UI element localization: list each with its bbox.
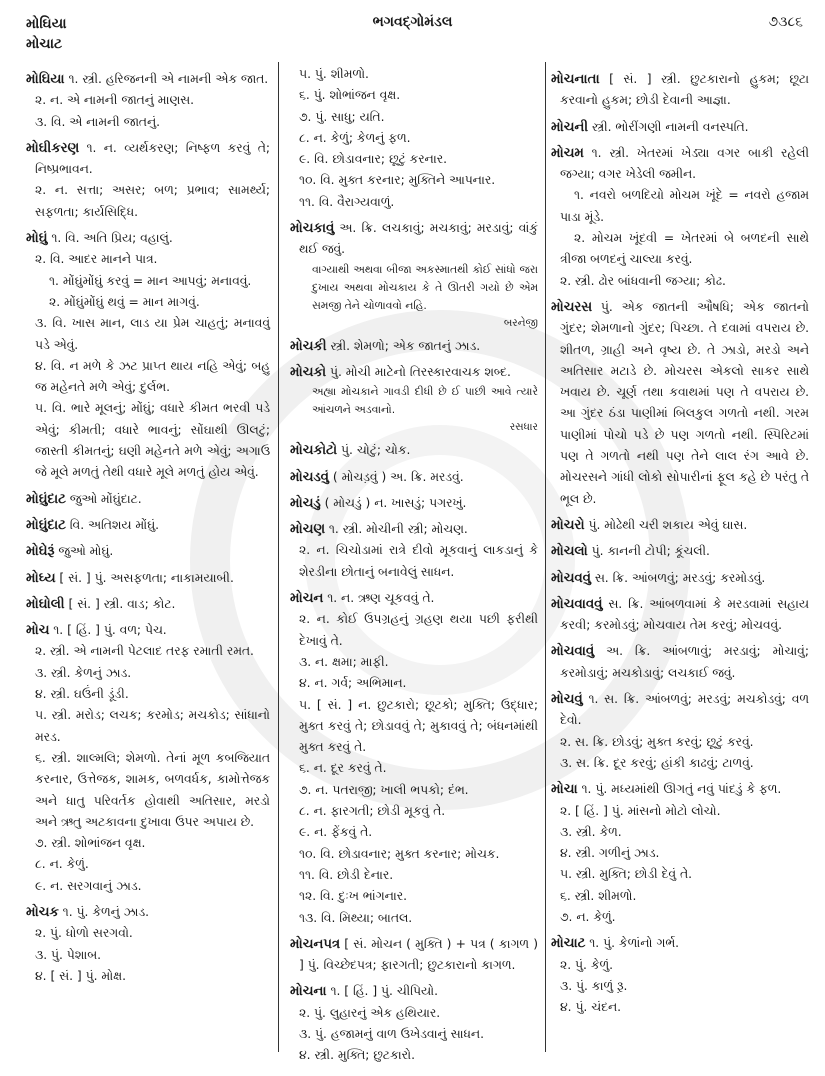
headword: મોચકાવું (290, 221, 335, 237)
definition-text: ૩. વિ. એ નામની જાતનું. (35, 114, 161, 129)
definition-text: જુઓ મોંઘુંદાટ. (69, 491, 142, 506)
sense-line (290, 908, 538, 929)
headword: મોચનપત્ર (290, 936, 341, 952)
definition-text: વાગ્યાથી અથવા બીજા અકસ્માતથી કોઈ સાંધો જરા દુખાય અથવા મોચકાય કે તે ઊતરી ગયો છે એમ સમજી તેને ચોળાવવો નહિ. (312, 262, 538, 312)
definition-text: ૧૨. વિ. દુઃખ ભાંગનાર. (299, 889, 408, 904)
definition-text: ૫. [ સં. ] ન. છુટકારો; છૂટકો; મુક્તિ; ઉદ્ધાર; મુક્ત કરવું તે; છોડાવવું તે; મુકાવવું તે; બંધનમાંથી મુક્ત કરવું તે. (299, 697, 538, 755)
sense-line (290, 780, 538, 801)
definition-text: રસધાર (509, 421, 538, 434)
definition-text: ૭. સ્ત્રી. શોભાંજન વૃક્ષ. (35, 836, 146, 851)
dictionary-entry (290, 588, 538, 609)
definition-text: ૧૦. વિ. છોડાવનાર; મુક્ત કરનાર; મોચક. (299, 846, 500, 861)
definition-text: જુઓ મોઘું. (58, 544, 114, 559)
phrase-line (26, 292, 270, 313)
page-title: ભગવદ્ગોમંડલ (372, 14, 453, 30)
definition-text: ૩. સ્ત્રી. કેળ. (560, 824, 622, 839)
definition-text: ૨. ન. કોઈ ઉપગ્રહનું ગ્રહણ થયા પછી ફરીથી દેખાવું તે. (299, 612, 538, 648)
definition-text: ૪. પું. ચંદન. (560, 1000, 622, 1015)
sense-line (290, 64, 538, 85)
dictionary-entry (551, 541, 809, 562)
sense-line (551, 801, 809, 822)
headword: મોચક (26, 904, 59, 920)
definition-text: ૮. ન. ફારગતી; છોડી મૂકવું તે. (299, 804, 446, 819)
definition-text: પું. એક જાતની ઔષધિ; એક જાતનો ગુંદર; શેમળાનો ગુંદર; પિચ્છા. તે દવામાં વપરાય છે. શીતળ, ગ્રાહી અને વૃષ્ય છે. તે ઝાડો, મરડો અને અતિસાર મટાડે છે. મોચરસ એકલો સાકર સાથે ખવાય છે. ચૂર્ણ તથા કવાથમાં પણ તે વપરાય છે. આ ગુંદર ઠંડા પાણીમાં બિલકુલ ગળતો નથી. ગરમ પાણીમાં પોચો પડે છે પણ ગળતો નથી. સ્પિરિટમાં પણ તે ગળતો નથી પણ તેને લાલ રંગ આવે છે. મોચરસને ગાંધી લોકો સોપારીનાં ફૂલ કહે છે પરંતુ તે ભૂલ છે. (560, 299, 809, 506)
definition-text: ૨. મોંઘુંમોંઘું થવું = માન માગવું. (49, 294, 200, 309)
definition-text: ૧. ન. ઋણ ચૂકવવું તે. (327, 591, 435, 606)
definition-text: ૩. પું. હજામનું વાળ ઉખેડવાનું સાધન. (299, 1026, 484, 1041)
sense-line (290, 673, 538, 694)
sense-line (26, 398, 270, 483)
headword: મોઘુંદાટ (26, 491, 66, 507)
definition-text: ૧. ન. વ્યર્થકરણ; નિષ્ફળ કરવું તે; નિષ્પ્રભાવન. (35, 140, 270, 177)
definition-text: ૧. નવરો બળદિયો મોચમ ખૂંદે = નવરો હજામ પાડા મૂંડે. (560, 188, 809, 224)
definition-text: ૭. ન. પતરાજી; ખાલી ભપકો; દંભ. (299, 782, 469, 797)
headword: મોચવાવું (551, 644, 595, 660)
dictionary-entry (26, 568, 270, 589)
definition-text: ૨. ન. એ નામની જાતનું માણસ. (35, 93, 195, 108)
definition-text: ૨. સ. ક્રિ. છોડવું; મુક્ત કરવું; છૂટું કરવું. (560, 734, 754, 749)
definition-text: પું. ચોટું; ચોક. (341, 443, 411, 458)
definition-text: ૨. સ્ત્રી. ઢોર બાંધવાની જગ્યા; કોઢ. (560, 273, 726, 288)
definition-text: ૩. સ્ત્રી. કેળનું ઝાડ. (35, 665, 132, 680)
sense-line (290, 85, 538, 106)
definition-text: અહ્યા મોચકાને ગાવડી દીધી છે ઈ પાછી આવે ત્યારે આંચળને અડવાનો. (312, 385, 538, 417)
sense-line (290, 865, 538, 886)
column-1 (26, 64, 270, 987)
sense-line (26, 966, 270, 987)
headword: મોચના (290, 984, 327, 1000)
dictionary-entry (290, 440, 538, 461)
definition-text: ૩. પું. કાળું રૂ઼. (560, 978, 628, 993)
dictionary-entry (290, 934, 538, 977)
definition-text: [ સં. ] સ્ત્રી. વાડ; કોટ. (68, 596, 176, 611)
definition-text: સ. ક્રિ. આંબળવામાં કે મરડવામાં સહાય કરવી; કરમોડવું; મોચવાય તેમ કરવું; મોચવવું. (560, 596, 809, 633)
quotation (290, 261, 538, 315)
sense-line (290, 886, 538, 907)
definition-text: ( મોચડું ) ન. ખાસડું; પગરખું. (324, 495, 467, 510)
definition-text: ૧. સ્ત્રી. ખેતરમાં ખેડ્યા વગર બાકી રહેલી જગ્યા; વગર ખેડેલી જમીન. (560, 145, 809, 182)
definition-text: ૬. સ્ત્રી. શાલ્મલિ; શેમળો. તેનાં મૂળ કબજિયાત કરનાર, ઉત્તેજક, શામક, બળવર્ધક, કામોત્તેજક અને ધાતુ પરિવર્તક હોવાથી અતિસાર, મરડો અને ઋતુ અટકાવના દુખાવા ઉપર અપાય છે. (35, 750, 270, 829)
headword: મોચકોટો (290, 443, 338, 459)
dictionary-entry (290, 981, 538, 1002)
definition-text: ૪. સ્ત્રી. ગળીનું ઝાડ. (560, 846, 660, 861)
headword: મોચા (551, 782, 578, 798)
definition-text: ૧. પું. મધ્યમાંથી ઊગતું નવું પાંદડું કે ફળ. (581, 782, 782, 797)
definition-text: અ. ક્રિ. આંબળાવું; મરડાવું; મોચાવું; કરમોડાવું; મચકોડાવું; લચકાઈ જવું. (560, 644, 809, 680)
sense-line (26, 876, 270, 897)
dictionary-entry (26, 515, 270, 536)
definition-text: ૫. સ્ત્રી. મુક્તિ; છોડી દેવું તે. (560, 867, 693, 882)
dictionary-entry (551, 515, 809, 536)
sense-line (551, 822, 809, 843)
dictionary-entry (551, 779, 809, 800)
definition-text: ૧. [ હિં. ] પું. વળ; પેચ. (53, 623, 167, 638)
headword: મોચન (290, 591, 324, 607)
headword: મોચમ (551, 145, 584, 161)
definition-text: [ સં. મોચન ( મુક્તિ ) + પત્ર ( કાગળ ) ] પું. વિચ્છેદપત્ર; ફારગતી; છુટકારાનો કાગળ. (299, 936, 538, 973)
headword: મોચવું (551, 692, 583, 708)
headword: મોચ (26, 623, 50, 639)
column-3 (551, 64, 809, 1018)
sense-line (26, 90, 270, 111)
sense-line (26, 854, 270, 875)
dictionary-entry (551, 297, 809, 510)
sense-line (26, 641, 270, 662)
definition-text: ૭. ન. કેળું. (560, 909, 616, 924)
definition-text: ૭. પું. સાધુ; યતિ. (299, 109, 385, 124)
definition-text: ૨. મોચમ ખૂંદવી = ખેતરમાં બે બળદની સાથે ત્રીજા બળદનું ચાલ્યા કરવું. (560, 231, 809, 267)
sense-line (26, 923, 270, 944)
definition-text: ૬. પું. શોભાંજન વૃક્ષ. (299, 88, 401, 103)
definition-text: ૪. વિ. ન મળે કે ઝટ પ્રાપ્ત થાય નહિ એવું; બહુ જ મહેનતે મળે એવું; દુર્લભ. (35, 358, 270, 395)
sense-line (551, 843, 809, 864)
sense-line (551, 732, 809, 753)
definition-text: પું. કાનની ટોપી; કૂંચલી. (591, 544, 710, 559)
sense-line (26, 663, 270, 684)
sense-line (290, 128, 538, 149)
definition-text: ૯. વિ. છોડાવનાર; છૂટું કરનાર. (299, 152, 447, 167)
sense-line (290, 149, 538, 170)
definition-text: ૧. [ હિં. ] પું. ચીપિયો. (330, 984, 438, 999)
definition-text: ૫. પું. શીમળો. (299, 67, 369, 81)
definition-text: સ્ત્રી. ભોરીંગણી નામની વનસ્પતિ. (591, 119, 749, 134)
definition-text: ૬. ન. દૂર કરવું તે. (299, 761, 387, 776)
definition-text: ૧. મોંઘુંમોંઘું કરવું = માન આપવું; મનાવવું. (49, 273, 252, 288)
dictionary-entry (551, 641, 809, 684)
headword: મોચની (551, 119, 589, 135)
dictionary-entry (290, 362, 538, 383)
headword: મોઘુંદાટ (26, 517, 66, 533)
headword: મોઘિયા (26, 72, 65, 87)
dictionary-entry (290, 467, 538, 488)
guide-word-last: મોચાટ (26, 36, 63, 52)
dictionary-entry (551, 933, 809, 954)
definition-text: ૨. [ હિં. ] પું. માંસનો મોટો લોચો. (560, 803, 721, 818)
page-number: ૭૩૮૬ (768, 14, 803, 30)
definition-text: ૮. ન. કેળું. (35, 857, 89, 872)
definition-text: ૯. ન. ફેંકવું તે. (299, 825, 373, 840)
definition-text: ૧. સ. ક્રિ. આંબળવું; મરડવું; મચકોડવું; વળ દેવો. (560, 692, 809, 728)
headword: મોચણ (290, 522, 325, 538)
definition-text: ૨. સ્ત્રી. એ નામની પેટલાદ તરફ રમાતી રમત. (35, 644, 254, 659)
sense-line (551, 997, 809, 1018)
headword: મોચાટ (551, 936, 586, 952)
definition-text: ૧૦. વિ. મુક્ત કરનાર; મુક્તિને આપનાર. (299, 173, 496, 188)
dictionary-entry (26, 620, 270, 641)
definition-text: બરનેજી (503, 316, 538, 329)
dictionary-entry (26, 489, 270, 510)
definition-text: ૧૩. વિ. મિથ્યા; બાતલ. (299, 910, 413, 925)
definition-text: ૩. વિ. ખાસ માન, લાડ યા પ્રેમ ચાહતું; મનાવવું પડે એવું. (35, 316, 270, 352)
definition-text: ૩. ન. ક્ષમા; માફી. (299, 654, 389, 669)
headword: મોચકી (290, 338, 327, 354)
sense-line (26, 313, 270, 356)
definition-text: [ સં. ] સ્ત્રી. છુટકારાનો હુકમ; છૂટા કરવાનો હુકમ; છોડી દેવાની આજ્ઞા. (560, 72, 810, 108)
sense-line (551, 955, 809, 976)
definition-text: ૨. પું. ધોળો સરગવો. (35, 926, 133, 941)
definition-text: ૯. ન. સરગવાનું ઝાડ. (35, 878, 142, 893)
headword: મોચરસ (551, 299, 592, 315)
sense-line (26, 705, 270, 748)
definition-text: ( મોચડ઼વું ) અ. ક્રિ. મરડવું. (332, 469, 464, 484)
sense-line (290, 801, 538, 822)
dictionary-entry (26, 594, 270, 615)
headword: મોઘું (26, 231, 48, 247)
definition-text: ૧. પું. કેળાંનો ગર્ભ. (589, 936, 680, 951)
headword: મોચકો (290, 364, 327, 380)
sense-line (290, 192, 538, 213)
definition-text: ૩. પું. પેશાબ. (35, 947, 102, 962)
definition-text: ૨. પું. કેળું. (560, 957, 614, 972)
dictionary-entry (551, 69, 809, 112)
dictionary-entry (26, 228, 270, 249)
sense-line (551, 271, 809, 292)
sense-line (26, 945, 270, 966)
definition-text: સ્ત્રી. શેમળો; એક જાતનું ઝાડ. (330, 338, 481, 353)
headword: મોચડવું (290, 469, 329, 485)
dictionary-entry (551, 594, 809, 637)
dictionary-entry (290, 218, 538, 261)
definition-text: ૧. સ્ત્રી. હરિજનની એ નામની એક જાત. (68, 72, 269, 86)
sense-line (551, 886, 809, 907)
sense-line (26, 748, 270, 833)
definition-text: ૨. પું. લુહારનું એક હથિયાર. (299, 1005, 441, 1020)
definition-text: ૧૧. વિ. વૈરાગ્યવાળું. (299, 194, 395, 209)
headword: મોચનાતા (551, 72, 600, 87)
headword: મોઘોલી (26, 596, 65, 612)
phrase-line (551, 185, 809, 228)
sense-line (26, 249, 270, 270)
definition-text: વિ. અતિશય મોંઘું. (69, 517, 160, 532)
definition-text: ૪. સ્ત્રી. ઘઉંની ડૂંડી. (35, 687, 129, 702)
definition-text: [ સં. ] પું. અસફળતા; નાકામયાબી. (59, 570, 234, 585)
definition-text: પું. મોઢેથી ચરી શકાય એવું ઘાસ. (588, 517, 748, 532)
column-divider (278, 62, 279, 1052)
definition-text: પું. મોચી માટેનો તિરસ્કારવાચક શબ્દ. (329, 364, 511, 379)
sense-line (290, 1045, 538, 1066)
sense-line (551, 864, 809, 885)
sense-line (290, 609, 538, 652)
definition-text: ૧. પું. કેળનું ઝાડ. (62, 904, 150, 919)
headword: મોચડું (290, 495, 321, 511)
sense-line (290, 170, 538, 191)
sense-line (26, 833, 270, 854)
dictionary-entry (290, 519, 538, 540)
dictionary-entry (26, 69, 270, 90)
definition-text: ૪. સ્ત્રી. મુક્તિ; છુટકારો. (299, 1048, 415, 1063)
definition-text: ૧૧. વિ. છોડી દેનાર. (299, 867, 394, 882)
dictionary-entry (26, 138, 270, 181)
definition-text: ૫. વિ. ભારે મૂલનું; મોંઘું; વધારે કીમત ભરવી પડે એવું; કીમતી; વધારે ભાવનું; સોંઘાથી ઊલટું; જાસ્તી કીમતનું; ઘણી મહેનતે મળે એવું; અગાઉ જે મૂલે મળતું તેથી વધારે મૂલે મળતું હોય એવું. (35, 401, 270, 480)
definition-text: ૪. ન. ગર્વ; અભિમાન. (299, 676, 407, 691)
definition-text: ૨. ન. સત્તા; અસર; બળ; પ્રભાવ; સામર્થ્ય; સફળતા; કાર્યસિદ્ધિ. (35, 183, 270, 219)
sense-line (26, 180, 270, 223)
headword: મોઘેરૂં (26, 544, 55, 560)
sense-line (290, 758, 538, 779)
sense-line (290, 844, 538, 865)
sense-line (26, 112, 270, 133)
definition-text: ૧. સ્ત્રી. મોચીની સ્ત્રી; મોચણ. (328, 522, 468, 537)
definition-text: ૪. [ સં. ] પું. મોક્ષ. (35, 968, 127, 983)
guide-word-first: મોઘિયા (26, 16, 67, 32)
headword: મોચવવું (551, 570, 591, 586)
definition-text: સ. ક્રિ. આંબળવું; મરડવું; કરમોડવું. (594, 570, 766, 585)
definition-text: અ. ક્રિ. લચકાવું; મચકાવું; મરડાવું; વાંકું થઈ જવું. (299, 221, 538, 257)
definition-text: ૧. વિ. અતિ પ્રિય; વહાલું. (51, 231, 173, 246)
headword: મોચલો (551, 544, 588, 560)
sense-line (290, 107, 538, 128)
sense-line (290, 540, 538, 583)
dictionary-entry (551, 117, 809, 138)
quotation-source (290, 315, 538, 331)
definition-text: ૨. ન. ચિચોડામાં રાત્રે દીવો મૂકવાનું લાકડાનું કે શેરડીના છોતાનું બનાવેલું સાધન. (299, 543, 538, 579)
definition-text: ૬. સ્ત્રી. શીમળો. (560, 888, 637, 903)
sense-line (551, 907, 809, 928)
column-divider (545, 62, 546, 1052)
phrase-line (26, 271, 270, 292)
sense-line (290, 1003, 538, 1024)
sense-line (26, 356, 270, 399)
quotation-source (290, 419, 538, 435)
headword: મોચરો (551, 517, 585, 533)
dictionary-entry (551, 143, 809, 186)
sense-line (290, 652, 538, 673)
dictionary-entry (290, 336, 538, 357)
sense-line (290, 1024, 538, 1045)
definition-text: ૩. સ. ક્રિ. દૂર કરવું; હાંકી કાઢવું; ટાળવું. (560, 755, 754, 770)
sense-line (551, 753, 809, 774)
headword: મોઘીકરણ (26, 140, 80, 156)
dictionary-entry (551, 568, 809, 589)
headword: મોઘ્ય (26, 570, 56, 586)
definition-text: ૨. વિ. આદર માનને પાત્ર. (35, 252, 158, 267)
phrase-line (551, 228, 809, 271)
definition-text: ૫. સ્ત્રી. મરોડ; લચક; કરમોડ; મચકોડ; સાંધાનો મરડ. (35, 708, 270, 744)
quotation (290, 383, 538, 419)
dictionary-entry (290, 493, 538, 514)
definition-text: ૮. ન. કેળું; કેળનું ફળ. (299, 130, 411, 145)
dictionary-entry (26, 541, 270, 562)
sense-line (290, 695, 538, 759)
sense-line (290, 822, 538, 843)
sense-line (551, 976, 809, 997)
dictionary-entry (26, 902, 270, 923)
headword: મોચવાવવું (551, 596, 603, 612)
sense-line (26, 684, 270, 705)
dictionary-entry (551, 689, 809, 732)
column-2 (290, 64, 538, 1067)
